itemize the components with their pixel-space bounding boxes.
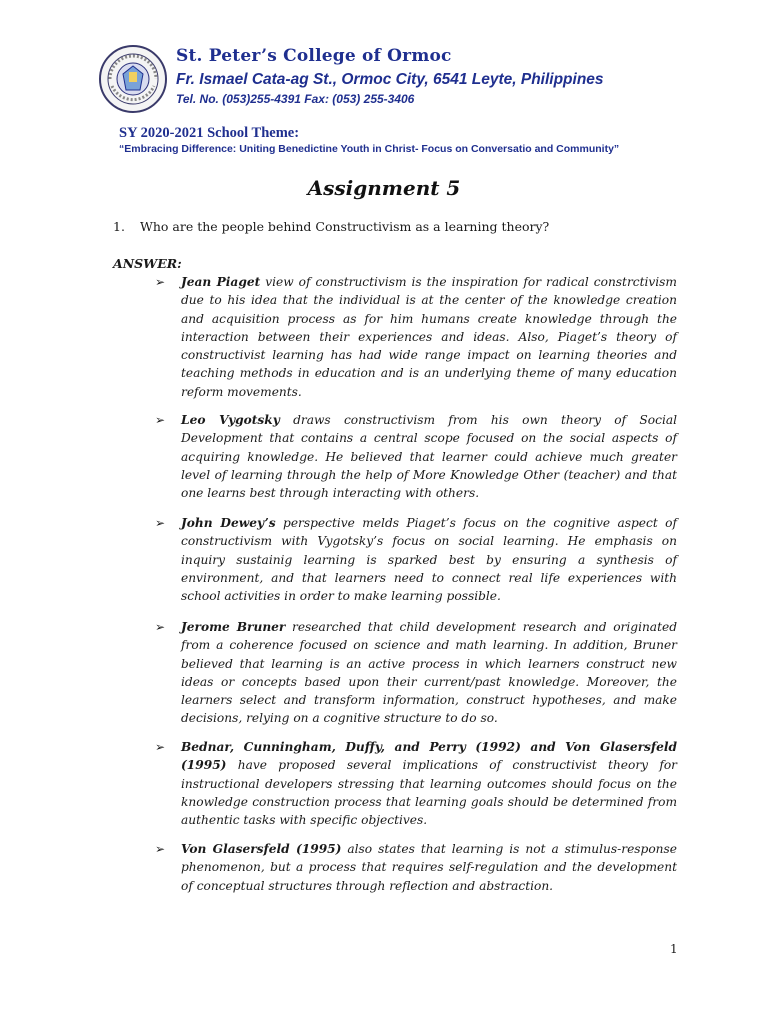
answer-label: ANSWER: — [113, 256, 182, 271]
college-name: St. Peter’s College of Ormoc — [176, 46, 452, 66]
answer-item-name: John Dewey’s — [181, 516, 276, 530]
answer-item-text: researched that child development research and originated from a coherence focused on science and math learning. In addition, Bruner believed that learning is an active process in which learners construct new ideas or concepts based upon their current/past knowledge. Moreover, the learners select and transform information, construct hypotheses, and make decisions, relying on a cognitive structure to do so. — [181, 620, 677, 726]
question — [113, 219, 549, 234]
arrow-bullet-icon: ➢ — [155, 516, 166, 530]
question-number: 1. — [113, 219, 125, 234]
answer-item — [155, 840, 677, 895]
arrow-bullet-icon: ➢ — [155, 740, 166, 754]
college-contact: Tel. No. (053)255-4391 Fax: (053) 255-3406 — [176, 92, 415, 106]
answer-item-name: Leo Vygotsky — [181, 413, 280, 427]
answer-item-name: Jean Piaget — [181, 275, 261, 289]
answer-item-text: perspective melds Piaget’s focus on the cognitive aspect of constructivism with Vygotsky’s focus on social learning. He emphasis on inquiry sustainig learning is sparked best by ensuring a synthesis of environment, and that learners need to connect real life experiences with school activities in order to make learning possible. — [181, 516, 677, 604]
answer-item-name: Jerome Bruner — [181, 620, 286, 634]
school-theme-text: “Embracing Difference: Uniting Benedictine Youth in Christ- Focus on Conversatio and Community” — [119, 143, 620, 155]
letterhead — [98, 44, 718, 116]
answer-item-name: Von Glasersfeld (1995) — [181, 842, 342, 856]
arrow-bullet-icon: ➢ — [155, 620, 166, 634]
answer-item — [155, 738, 677, 829]
question-text: Who are the people behind Constructivism as a learning theory? — [140, 219, 550, 234]
arrow-bullet-icon: ➢ — [155, 275, 166, 289]
answer-item-text: have proposed several implications of constructivist theory for instructional developers stressing that learning outcomes should focus on the knowledge construction process that learning goals should be determined from authentic tasks with specific objectives. — [181, 758, 677, 828]
arrow-bullet-icon: ➢ — [155, 842, 166, 856]
school-seal-icon — [98, 44, 168, 114]
college-address: Fr. Ismael Cata-ag St., Ormoc City, 6541 Leyte, Philippines — [176, 71, 604, 88]
arrow-bullet-icon: ➢ — [155, 413, 166, 427]
answer-item — [155, 411, 678, 502]
answer-item — [155, 618, 677, 728]
answer-item — [155, 514, 677, 605]
assignment-title: Assignment 5 — [307, 176, 461, 200]
answer-item-name: Bednar, Cunningham, Duffy, and Perry (1992) and Von Glasersfeld (1995) — [181, 740, 677, 773]
page-number: 1 — [670, 942, 678, 956]
answer-item — [155, 273, 677, 401]
school-theme-heading: SY 2020-2021 School Theme: — [119, 125, 300, 141]
answer-item-text: draws constructivism from his own theory of Social Development that contains a central scope focused on the social aspects of acquiring knowledge. He believed that learner could achieve much greater level of learning through the help of More Knowledge Other (teacher) and that one learns best through interacting with others. — [181, 413, 678, 501]
answer-item-text: also states that learning is not a stimulus-response phenomenon, but a process that requires self-regulation and the development of conceptual structures through reflection and abstraction. — [181, 842, 677, 893]
answer-item-text: view of constructivism is the inspiration for radical constrctivism due to his idea that the individual is at the center of the knowledge creation and acquisition process as for him humans create knowledge through the interaction between their experiences and ideas. Also, Piaget’s theory of constructivist learning has had wide range impact on learning theories and teaching methods in education and is an underlying theme of many education reform movements. — [181, 275, 677, 399]
